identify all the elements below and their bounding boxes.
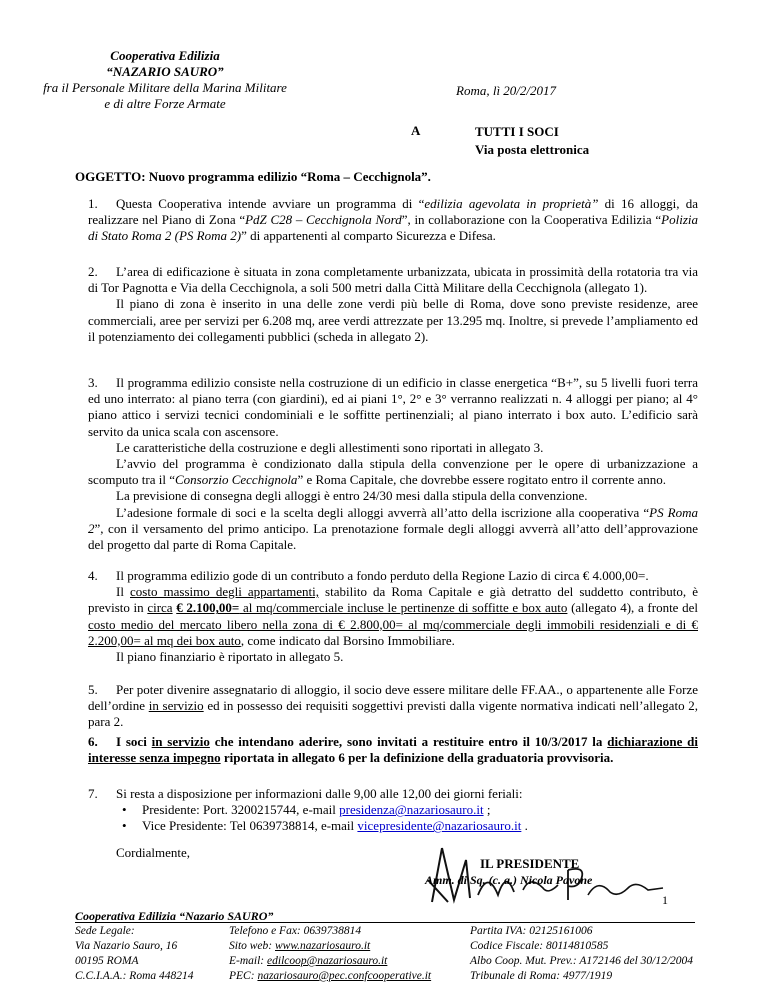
footer-email: E-mail: edilcoop@nazariosauro.it — [229, 955, 388, 967]
footer-legal-line: Albo Coop. Mut. Prev.: A172146 del 30/12/2004 — [470, 955, 694, 967]
p5-text-1: Per poter divenire assegnatario di alloggio, il socio deve essere militare delle FF.AA., o appartenente alle Forze dell’ordine — [88, 682, 698, 714]
footer-legal-line: Partita IVA: 02125161006 — [470, 925, 593, 937]
signatory-title: IL PRESIDENTE — [480, 856, 580, 871]
p1-text-2: di 16 alloggi, da realizzare nel Piano di Zona “ — [88, 196, 698, 228]
para-number-5: 5. — [88, 682, 98, 697]
footer-address-line: C.C.I.A.A.: Roma 448214 — [75, 970, 194, 982]
paragraph-3 — [88, 375, 698, 553]
p4-text-b2: stabilito da Roma Capitale e già detratto del suddetto contributo, è previsto in — [88, 584, 698, 616]
org-desc-line1: fra il Personale Militare della Marina Militare — [43, 80, 287, 95]
recipient-line2: Via posta elettronica — [475, 142, 590, 157]
para-number-4: 4. — [88, 568, 98, 583]
p4-price-bold: € 2.100,00= — [176, 600, 240, 616]
p4-underline-market: costo medio del mercato libero nella zona di € 2.800,00= al mq/commerciale degli immobili residenziali e di € 2.200,00= al mq dei box auto — [88, 616, 698, 648]
p6-text-2: che intendano aderire, sono invitati a restituire entro il 10/3/2017 la — [209, 734, 608, 749]
p3-text-c2: ” e Roma Capitale, che dovrebbe essere rogitato entro il corrente anno. — [297, 472, 666, 488]
subject-line: OGGETTO: Nuovo programma edilizio “Roma – Cecchignola”. — [75, 169, 431, 184]
footer-phone: Telefono e Fax: 0639738814 — [229, 925, 362, 937]
p3-text-e1: L’adesione formale di soci e la scelta degli alloggi avverrà all’atto della iscrizione alla cooperativa “ — [116, 504, 650, 520]
contact-list — [116, 802, 698, 834]
footer-pec-link[interactable]: nazariosauro@pec.confcooperative.it — [257, 970, 432, 982]
footer-web-link[interactable]: www.nazariosauro.it — [275, 940, 371, 952]
p3-text-a: Il programma edilizio consiste nella costruzione di un edificio in classe energetica “B+”, su 5 livelli fuori terra ed uno interrato: al piano terra (con giardini), ed ai piani 1°, 2° e 3° verranno realizzati n. 4 alloggi per piano; al 4° piano attico i servizi tecnici condominiali e le soffitte pertinenziali; al piano interrato i box auto. L’edificio sarà servito da unica scala con ascensore. — [88, 375, 698, 439]
p1-italic-3: Polizia di Stato Roma 2 (PS Roma 2) — [88, 212, 699, 244]
paragraph-5 — [88, 682, 698, 731]
p3-text-c1: L’avvio del programma è condizionato dalla stipula della convenzione per le opere di urbanizzazione a scomputo tra il “ — [88, 456, 698, 488]
org-name-line1: Cooperativa Edilizia — [110, 48, 220, 63]
p1-italic-2: PdZ C28 – Cecchignola Nord — [245, 212, 402, 228]
p5-underline: in servizio — [148, 698, 204, 714]
paragraph-6 — [88, 734, 698, 766]
para-number-7: 7. — [88, 786, 98, 801]
recipient-block — [475, 123, 589, 159]
recipient-prefix: A — [411, 123, 421, 138]
org-name-line2: “NAZARIO SAURO” — [106, 64, 224, 79]
p6-text-3: riportata in allegato 6 per la definizione della graduatoria provvisoria. — [220, 750, 614, 766]
p1-text-3: ”, in collaborazione con la Cooperativa Edilizia “ — [401, 212, 662, 228]
contact-president: • Presidente: Port. 3200215744, e-mail presidenza@nazariosauro.it ; — [116, 802, 698, 818]
p3-text-b: Le caratteristiche della costruzione e degli allestimenti sono riportati in allegato 3. — [116, 439, 544, 455]
footer-address — [75, 924, 194, 984]
p3-text-e2: ”, con il versamento del primo anticipo. La prenotazione formale degli alloggi avverrà all’atto dell’approvazione del progetto dal parte di Roma Capitale. — [88, 520, 698, 553]
p4-text-a: Il programma edilizio gode di un contributo a fondo perduto della Regione Lazio di circa € 4.000,00=. — [116, 568, 649, 583]
p4-underline-circa: circa — [147, 600, 173, 616]
footer-address-line: Via Nazario Sauro, 16 — [75, 940, 178, 952]
p5-text-2: ed in possesso dei requisiti soggettivi previsti dalla vigente normativa indicati nell’allegato 2, para 2. — [88, 698, 698, 730]
p6-underline-2: dichiarazione di interesse senza impegno — [88, 734, 698, 766]
p2-text-b: Il piano di zona è inserito in una delle zone verdi più belle di Roma, dove sono previste residenze, aree commerciali, aree per servizi per 6.208 mq, aree verdi attrezzate per 13.295 mq. Inoltre, si prevede l’ampliamento ed il potenziamento dei collegamenti pubblici (scheda in allegato 2). — [88, 296, 698, 344]
footer-contacts — [229, 924, 431, 984]
recipient-line1: TUTTI I SOCI — [475, 124, 559, 139]
p4-underline-cost: costo massimo degli appartamenti, — [130, 584, 319, 600]
footer-legal-line: Codice Fiscale: 80114810585 — [470, 940, 609, 952]
p4-text-c: Il piano finanziario è riportato in allegato 5. — [116, 649, 344, 665]
footer-email-link[interactable]: edilcoop@nazariosauro.it — [267, 955, 388, 967]
paragraph-4 — [88, 568, 698, 665]
p3-italic-c: Consorzio Cecchignola — [175, 472, 298, 488]
letter-date: Roma, lì 20/2/2017 — [456, 83, 557, 98]
vicepresident-email-link[interactable]: vicepresidente@nazariosauro.it — [357, 818, 522, 834]
footer-title: Cooperativa Edilizia “Nazario SAURO” — [75, 909, 274, 923]
para-number-3: 3. — [88, 375, 98, 390]
footer-address-line: 00195 ROMA — [75, 955, 139, 967]
footer-legal — [470, 924, 693, 984]
p1-text-1: Questa Cooperativa intende avviare un programma di “ — [116, 196, 425, 211]
org-desc-line2: e di altre Forze Armate — [104, 96, 226, 111]
president-email-link[interactable]: presidenza@nazariosauro.it — [339, 802, 484, 818]
p6-underline-1: in servizio — [151, 734, 210, 749]
p1-text-4: ” di appartenenti al comparto Sicurezza e Difesa. — [241, 228, 496, 244]
p4-text-b4: (allegato 4), a fronte del — [567, 600, 698, 616]
footer-divider — [75, 922, 695, 923]
signatory-name: Amm. di Sq. (c. a.) Nicola Pavone — [425, 873, 593, 887]
p3-text-d: La previsione di consegna degli alloggi è entro 24/30 mesi dalla stipula della convenzione. — [116, 488, 588, 504]
p4-text-b1: Il — [116, 584, 131, 600]
para-number-6: 6. — [88, 734, 98, 749]
footer-legal-line: Tribunale di Roma: 4977/1919 — [470, 970, 613, 982]
organization-header — [40, 48, 290, 112]
p3-italic-e: PS Roma 2 — [88, 504, 698, 536]
p4-text-b5: , come indicato dal Borsino Immobiliare. — [240, 632, 455, 648]
contact-vice-president: • Vice Presidente: Tel 0639738814, e-mail vicepresidente@nazariosauro.it . — [116, 818, 698, 834]
paragraph-1 — [88, 196, 698, 245]
closing: Cordialmente, — [116, 844, 191, 860]
p2-text-a: L’area di edificazione è situata in zona completamente urbanizzata, ubicata in prossimità della rotatoria tra via di Tor Pagnotta e Via della Cecchignola, a soli 500 metri dalla Città Militare della Cecchignola (allegato 1). — [88, 264, 698, 296]
footer-pec: PEC: nazariosauro@pec.confcooperative.it — [229, 970, 432, 982]
para-number-1: 1. — [88, 196, 98, 211]
p7-intro: Si resta a disposizione per informazioni dalle 9,00 alle 12,00 dei giorni feriali: — [116, 786, 523, 801]
p6-text-1: I soci — [116, 734, 152, 749]
page-number: 1 — [662, 893, 668, 907]
footer-address-line: Sede Legale: — [75, 925, 135, 937]
p4-underline-mq: al mq/commerciale incluse le pertinenze di soffitte e box auto — [239, 600, 568, 616]
para-number-2: 2. — [88, 264, 98, 279]
paragraph-2 — [88, 264, 698, 345]
p1-italic-1: edilizia agevolata in proprietà” — [424, 196, 599, 211]
footer-web: Sito web: www.nazariosauro.it — [229, 940, 371, 952]
